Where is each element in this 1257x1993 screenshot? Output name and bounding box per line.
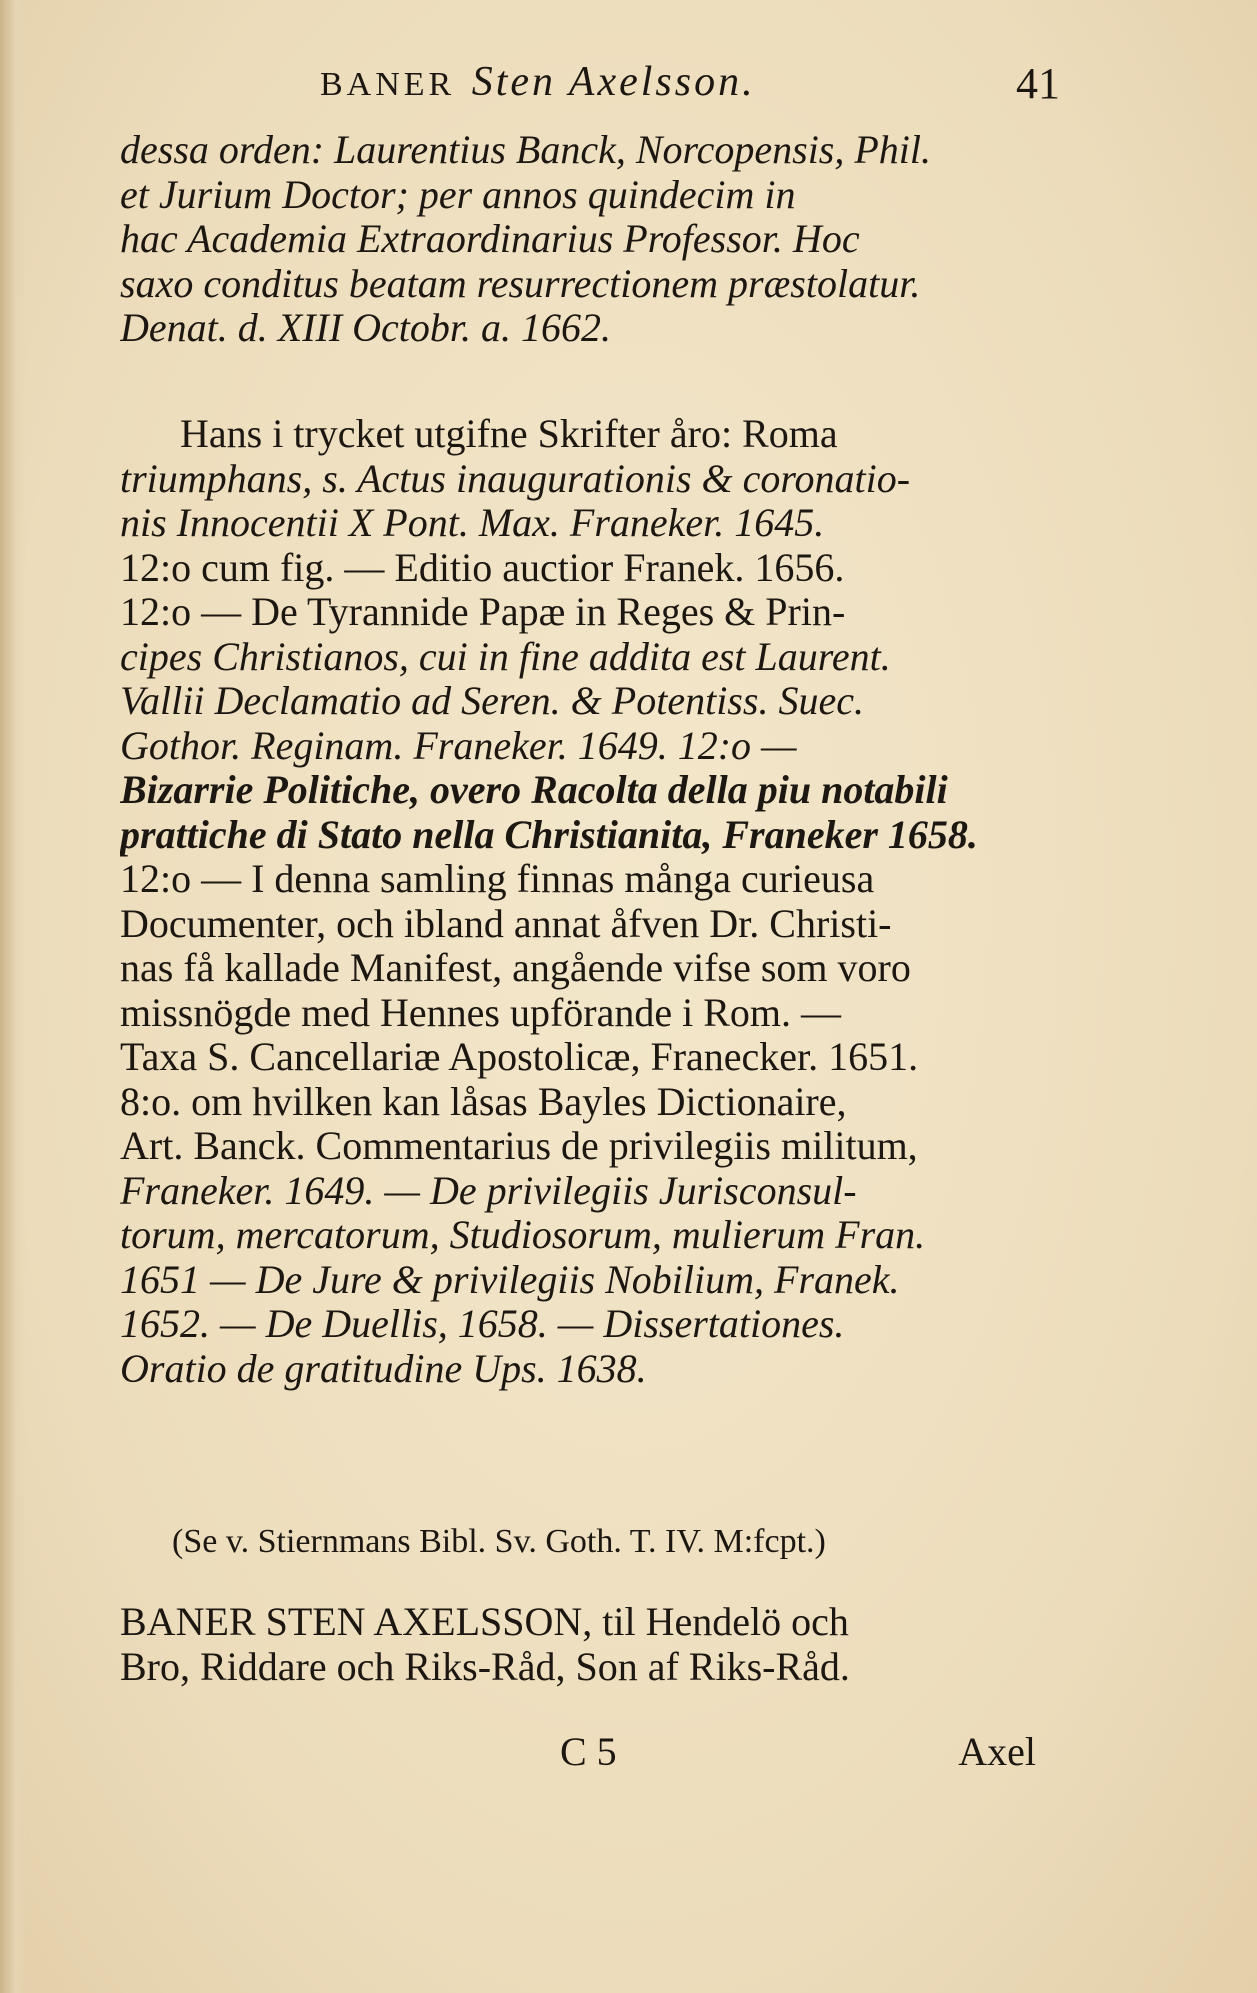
text-line: Franeker. 1649. — De privilegiis Jurisconsul- bbox=[120, 1168, 857, 1213]
page-number: 41 bbox=[1016, 59, 1060, 108]
text-line: Vallii Declamatio ad Seren. & Potentiss. Suec. bbox=[120, 679, 864, 723]
text-line: 1652. — De Duellis, 1658. — Dissertationes. bbox=[120, 1302, 845, 1346]
text-line: nis Innocentii X Pont. Max. Franeker. 1645. bbox=[120, 501, 825, 545]
text-line: Taxa S. Cancellariæ Apostolicæ, Franecker. 1651. bbox=[120, 1035, 919, 1079]
text-line: 1651 — De Jure & privilegiis Nobilium, Franek. bbox=[120, 1257, 900, 1302]
text-line: 8:o. om hvilken kan låsas Bayles Dictionaire, bbox=[120, 1079, 847, 1124]
text-line: 12:o cum fig. — Editio auctior Franek. 1656. bbox=[120, 545, 845, 590]
text-line: Bizarrie Politiche, overo Racolta della piu notabili bbox=[120, 768, 948, 812]
page-edge bbox=[0, 0, 26, 1993]
text-line: Denat. d. XIII Octobr. a. 1662. bbox=[120, 306, 612, 350]
header-subtitle: Sten Axelsson. bbox=[471, 59, 756, 105]
text-line: 12:o — I denna samling finnas många curieusa bbox=[120, 857, 875, 901]
running-header bbox=[320, 58, 1060, 118]
text-line: missnögde med Hennes upförande i Rom. — bbox=[120, 990, 841, 1035]
catchword: Axel bbox=[958, 1729, 1036, 1774]
paragraph-writings bbox=[120, 412, 1040, 1391]
text-line: triumphans, s. Actus inaugurationis & coronatio- bbox=[120, 456, 911, 501]
text-line: dessa orden: Laurentius Banck, Norcopensis, Phil. bbox=[120, 128, 932, 172]
text-line: Art. Banck. Commentarius de privilegiis militum, bbox=[120, 1124, 918, 1168]
text-line: prattiche di Stato nella Christianita, Franeker 1658. bbox=[120, 812, 978, 857]
text-line: Documenter, och ibland annat åfven Dr. Christi- bbox=[120, 901, 892, 946]
paragraph-epitaph bbox=[120, 128, 1040, 351]
text-line: hac Academia Extraordinarius Professor. Hoc bbox=[120, 217, 860, 261]
signature-mark: C 5 bbox=[560, 1729, 617, 1774]
text-line: Oratio de gratitudine Ups. 1638. bbox=[120, 1346, 647, 1391]
text-line: Bro, Riddare och Riks-Råd, Son af Riks-Råd. bbox=[120, 1644, 850, 1689]
text-line: cipes Christianos, cui in fine addita est Laurent. bbox=[120, 634, 891, 679]
page-footer bbox=[120, 1728, 1040, 1778]
entry-heading-line: BANER STEN AXELSSON, til Hendelö och bbox=[120, 1600, 849, 1644]
text-line: et Jurium Doctor; per annos quindecim in bbox=[120, 172, 796, 217]
header-name: BANER bbox=[320, 66, 456, 103]
text-line: 12:o — De Tyrannide Papæ in Reges & Prin- bbox=[120, 590, 846, 634]
text-line: saxo conditus beatam resurrectionem præstolatur. bbox=[120, 261, 921, 306]
text-line: nas få kallade Manifest, angående vifse som voro bbox=[120, 946, 911, 990]
bibliographic-reference: (Se v. Stiernmans Bibl. Sv. Goth. T. IV. M:fcpt.) bbox=[172, 1523, 826, 1560]
biographical-entry bbox=[120, 1600, 1040, 1689]
text-line: Hans i trycket utgifne Skrifter åro: Roma bbox=[180, 412, 838, 456]
text-line: torum, mercatorum, Studiosorum, mulierum Fran. bbox=[120, 1213, 926, 1257]
text-line: Gothor. Reginam. Franeker. 1649. 12:o — bbox=[120, 723, 797, 768]
